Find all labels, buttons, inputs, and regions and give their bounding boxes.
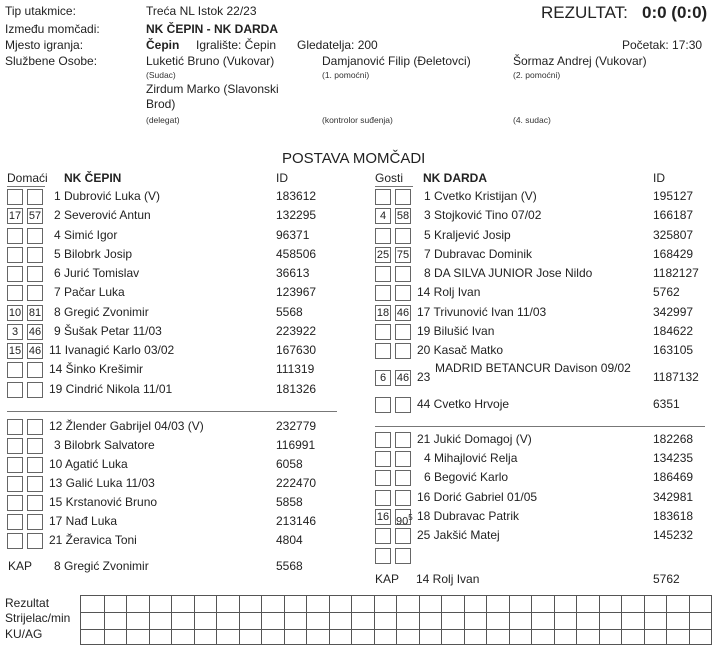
player-id: 36613 <box>276 266 310 280</box>
sub-player-id: 4804 <box>276 533 303 547</box>
sub-in-box <box>7 533 23 549</box>
sub-player-name: 3 Bilobrk Salvatore <box>54 438 155 452</box>
sub-minute-box: 75 <box>396 249 410 261</box>
venue-label: Mjesto igranja: <box>5 38 84 52</box>
player-id: 96371 <box>276 228 310 242</box>
official-delegate-role: (delegat) <box>146 115 180 125</box>
sub-minute-box <box>395 397 411 413</box>
sub-player-name: 21 Žeravica Toni <box>49 533 137 547</box>
player-name: 5 Bilobrk Josip <box>54 247 133 261</box>
player-name: 1 Dubrović Luka (V) <box>54 189 161 203</box>
sub-in-box <box>375 490 391 506</box>
sub-player-id: 116991 <box>276 438 316 452</box>
away-captain-label: KAP <box>375 572 400 586</box>
player-id: 223922 <box>276 324 317 338</box>
player-id: 1182127 <box>653 266 699 280</box>
away-team-name: NK DARDA <box>423 171 487 185</box>
result-row-label: Rezultat <box>5 596 50 610</box>
sub-out-number-box: 10 <box>8 307 22 319</box>
player-name: 2 Severović Antun <box>54 208 151 222</box>
lineup-title: POSTAVA MOMČADI <box>282 150 426 167</box>
official-controller-role: (kontrolor suđenja) <box>322 115 393 125</box>
official-fourth-role: (4. sudac) <box>513 115 551 125</box>
official-delegate: Zirdum Marko (Slavonski <box>146 82 279 96</box>
score-grid <box>80 595 712 645</box>
sub-out-number-box <box>375 324 391 340</box>
pitch-value: Igralište: Čepin <box>196 38 277 52</box>
sub-minute-box <box>395 266 411 282</box>
sub-minute-box <box>395 189 411 205</box>
player-name: 14 Rolj Ivan <box>417 285 481 299</box>
sub-out-number-box: 3 <box>7 324 23 340</box>
officials-label: Službene Osobe: <box>5 54 98 68</box>
sub-player-id: 5858 <box>276 495 303 509</box>
official-delegate-line2: Brod) <box>146 97 176 111</box>
competition-value: Treća NL Istok 22/23 <box>146 4 257 18</box>
player-name: 23 <box>417 370 431 384</box>
player-name: 3 Stojković Tino 07/02 <box>424 208 542 222</box>
stoppage-time: 5 <box>408 513 413 522</box>
player-id: 163105 <box>653 343 694 357</box>
sub-out-number-box: 6 <box>375 370 391 386</box>
sub-minute-box <box>27 228 43 244</box>
home-id-header: ID <box>276 171 288 185</box>
sub-out-number-box <box>375 285 391 301</box>
venue-value: Čepin <box>146 38 180 52</box>
sub-in-minute-box <box>27 533 43 549</box>
sub-minute-box: 46 <box>28 326 42 338</box>
sub-player-id: 6058 <box>276 457 303 471</box>
sub-in-box <box>7 419 23 435</box>
sub-player-id: 145232 <box>653 528 694 542</box>
sub-minute-box: 46 <box>396 372 410 384</box>
player-name: 14 Šinko Krešimir <box>49 362 144 376</box>
sub-player-name: 21 Jukić Domagoj (V) <box>417 432 532 446</box>
player-id: 181326 <box>276 382 317 396</box>
sub-in-minute-box <box>27 476 43 492</box>
sub-in-minute-box <box>395 548 411 564</box>
sub-out-number-box <box>7 362 23 378</box>
official-assistant1: Damjanović Filip (Đeletovci) <box>322 54 471 68</box>
sub-out-number-box <box>7 228 23 244</box>
player-id: 111319 <box>276 362 315 376</box>
sub-minute-box: 46 <box>396 307 410 319</box>
sub-in-minute-box <box>27 457 43 473</box>
player-id: 167630 <box>276 343 317 357</box>
sub-player-name: 13 Galić Luka 11/03 <box>49 476 155 490</box>
sub-player-name: 4 Mihajlović Relja <box>424 451 518 465</box>
player-name: 8 DA SILVA JUNIOR Jose Nildo <box>424 266 593 280</box>
player-name-cont: MADRID BETANCUR Davison 09/02 <box>435 361 631 375</box>
sub-minute-box <box>395 228 411 244</box>
player-id: 325807 <box>653 228 694 242</box>
player-id: 183612 <box>276 189 317 203</box>
tip-label: Tip utakmice: <box>5 4 76 18</box>
player-name: 19 Cindrić Nikola 11/01 <box>49 382 173 396</box>
official-assistant1-role: (1. pomoćni) <box>322 70 370 80</box>
player-name: 8 Gregić Zvonimir <box>54 305 149 319</box>
teams-value: NK ČEPIN - NK DARDA <box>146 22 278 36</box>
sub-minute-box <box>27 266 43 282</box>
official-assistant2: Šormaz Andrej (Vukovar) <box>513 54 647 68</box>
sub-in-box <box>375 451 391 467</box>
sub-out-number-box: 17 <box>8 210 22 222</box>
sub-out-number-box <box>375 189 391 205</box>
sub-minute: 90 <box>396 515 409 528</box>
player-name: 1 Cvetko Kristijan (V) <box>424 189 537 203</box>
sub-in-box <box>7 476 23 492</box>
sub-player-id: 213146 <box>276 514 317 528</box>
player-name: 9 Šušak Petar 11/03 <box>54 324 162 338</box>
sub-in-minute-box <box>395 451 411 467</box>
result-value: 0:0 (0:0) <box>642 3 708 22</box>
sub-player-id: 134235 <box>653 451 694 465</box>
sub-out-number-box <box>375 228 391 244</box>
away-side-label: Gosti <box>375 171 404 185</box>
player-id: 168429 <box>653 247 694 261</box>
scorer-row-label: Strijelac/min <box>5 611 71 625</box>
official-referee: Luketić Bruno (Vukovar) <box>146 54 275 68</box>
player-name: 4 Simić Igor <box>54 228 118 242</box>
sub-in-box <box>7 438 23 454</box>
sub-in-minute-box <box>395 490 411 506</box>
player-id: 5568 <box>276 305 303 319</box>
player-name: 5 Kraljević Josip <box>424 228 511 242</box>
sub-player-name: 16 Dorić Gabriel 01/05 <box>417 490 538 504</box>
player-id: 132295 <box>276 208 317 222</box>
sub-out-number-box: 4 <box>375 208 391 224</box>
home-team-name: NK ČEPIN <box>64 171 122 185</box>
sub-in-minute-box <box>27 438 43 454</box>
sub-in-box <box>375 528 391 544</box>
sub-minute-box <box>27 362 43 378</box>
sub-out-number-box <box>375 343 391 359</box>
player-name: 7 Pačar Luka <box>54 285 125 299</box>
sub-out-number-box <box>7 189 23 205</box>
away-id-header: ID <box>653 171 665 185</box>
sub-out-number-box <box>7 285 23 301</box>
player-name: 19 Bilušić Ivan <box>417 324 495 338</box>
home-captain-id: 5568 <box>276 559 303 573</box>
sub-player-name: 25 Jakšić Matej <box>417 528 500 542</box>
player-id: 5762 <box>653 285 680 299</box>
player-id: 123967 <box>276 285 317 299</box>
player-name: 17 Trivunović Ivan 11/03 <box>417 305 547 319</box>
sub-player-id: 182268 <box>653 432 694 446</box>
sub-minute-box <box>27 247 43 263</box>
sub-player-name: 6 Begović Karlo <box>424 470 509 484</box>
sub-out-number-box <box>7 382 23 398</box>
sub-minute-box <box>395 343 411 359</box>
sub-player-id: 186469 <box>653 470 694 484</box>
sub-out-number-box: 25 <box>376 249 390 261</box>
player-id: 342997 <box>653 305 694 319</box>
ku-row-label: KU/AG <box>5 627 43 641</box>
sub-out-number-box: 18 <box>376 307 390 319</box>
sub-in-box <box>375 470 391 486</box>
sub-in-box <box>7 457 23 473</box>
sub-in-minute-box <box>27 419 43 435</box>
sub-in-minute-box <box>395 509 413 528</box>
away-captain-id: 5762 <box>653 572 680 586</box>
sub-out-number-box <box>375 266 391 282</box>
sub-minute-box: 57 <box>28 210 42 222</box>
sub-minute-box <box>27 382 43 398</box>
kickoff-value: Početak: 17:30 <box>622 38 703 52</box>
sub-out-number-box <box>375 397 391 413</box>
sub-player-id: 232779 <box>276 419 317 433</box>
player-id: 166187 <box>653 208 694 222</box>
sub-minute-box: 46 <box>28 345 42 357</box>
sub-minute-box: 81 <box>28 307 42 319</box>
sub-out-number-box <box>7 247 23 263</box>
sub-player-name: 18 Dubravac Patrik <box>417 509 520 523</box>
sub-minute-box <box>395 285 411 301</box>
sub-in-box <box>7 514 23 530</box>
sub-out-number-box <box>7 266 23 282</box>
home-side-label: Domaći <box>7 171 48 185</box>
sub-in-box <box>375 548 391 564</box>
player-name: 6 Jurić Tomislav <box>54 266 140 280</box>
result-label: REZULTAT: <box>541 3 628 22</box>
player-name: 44 Cvetko Hrvoje <box>417 397 510 411</box>
home-captain-label: KAP <box>8 559 33 573</box>
spectators-value: Gledatelja: 200 <box>297 38 378 52</box>
sub-player-id: 342981 <box>653 490 694 504</box>
sub-minute-box <box>395 324 411 340</box>
sub-in-box: 16 <box>376 511 390 523</box>
home-captain-name: 8 Gregić Zvonimir <box>54 559 149 573</box>
sub-minute-box <box>27 285 43 301</box>
sub-minute-box: 58 <box>396 210 410 222</box>
sub-minute-box <box>27 189 43 205</box>
player-id: 458506 <box>276 247 317 261</box>
player-id: 1187132 <box>653 370 699 384</box>
player-id: 6351 <box>653 397 680 411</box>
official-referee-role: (Sudac) <box>146 70 176 80</box>
sub-in-minute-box <box>395 528 411 544</box>
official-assistant2-role: (2. pomoćni) <box>513 70 561 80</box>
sub-player-id: 222470 <box>276 476 317 490</box>
teams-label: Između momčadi: <box>5 22 100 36</box>
sub-in-minute-box <box>27 495 43 511</box>
sub-player-name: 17 Nađ Luka <box>49 514 118 528</box>
away-captain-name: 14 Rolj Ivan <box>416 572 480 586</box>
player-name: 11 Ivanagić Karlo 03/02 <box>49 343 175 357</box>
player-id: 195127 <box>653 189 694 203</box>
sub-in-minute-box <box>27 514 43 530</box>
sub-in-box <box>7 495 23 511</box>
player-id: 184622 <box>653 324 694 338</box>
sub-player-id: 183618 <box>653 509 694 523</box>
sub-in-box <box>375 432 391 448</box>
sub-player-name: 12 Žlender Gabrijel 04/03 (V) <box>49 419 204 433</box>
player-name: 20 Kasač Matko <box>417 343 504 357</box>
sub-out-number-box: 15 <box>8 345 22 357</box>
sub-player-name: 10 Agatić Luka <box>49 457 128 471</box>
sub-player-name: 15 Krstanović Bruno <box>49 495 158 509</box>
player-name: 7 Dubravac Dominik <box>424 247 533 261</box>
sub-in-minute-box <box>395 470 411 486</box>
sub-in-minute-box <box>395 432 411 448</box>
